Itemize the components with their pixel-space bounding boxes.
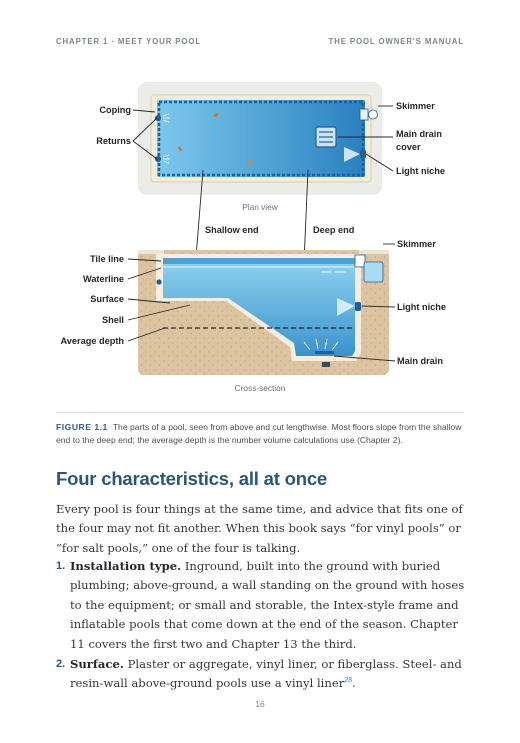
list-term: Surface. [70,657,124,672]
label-main-drain-cover-1: Main drain [396,129,442,139]
list-term: Installation type. [70,559,182,573]
list-text-end: . [352,676,356,691]
label-coping: Coping [99,105,131,115]
label-section-light-niche: Light niche [397,302,446,312]
label-tile-line: Tile line [89,254,124,264]
plan-view [96,82,445,212]
label-surface: Surface [90,294,124,304]
cross-section [61,239,446,393]
cross-section-caption: Cross-section [234,383,286,393]
running-head [56,37,464,46]
section-heading: Four characteristics, all at once [56,468,328,489]
figure-label: FIGURE 1.1 [56,422,108,432]
pool-diagram [0,70,520,400]
section-tile-band [163,258,355,264]
label-main-drain-cover-2: cover [396,142,421,152]
intro-paragraph: Every pool is four things at the same time, and advice that fits one of the four may not fit another. When this book says “for vinyl pools” or “for salt pools,” one of the four is talking. [56,502,463,555]
label-plan-light-niche: Light niche [396,166,445,176]
list-number: 1. [56,560,66,572]
chapter-title: CHAPTER 1 · MEET YOUR POOL [56,37,201,46]
label-shell: Shell [102,315,124,325]
section-return [156,279,161,284]
label-section-skimmer: Skimmer [397,239,436,249]
list-text: Inground, built into the ground with buried plumbing; above-ground, a wall standing on the ground with hoses to the equipment; or small and storable, the Intex-style frame and inflatable pools that come down at the end of the season. Chapter 11 covers the first two and Chapter 13 the third. [70,559,465,651]
plan-main-drain-cover [316,127,336,147]
list-text: Plaster or aggregate, vinyl liner, or fiberglass. Steel- and resin-wall above-ground pools use a vinyl liner [70,657,462,691]
label-plan-skimmer: Skimmer [396,101,435,111]
figure-caption [56,412,464,447]
figure-caption-text: The parts of a pool, seen from above and cut lengthwise. Most floors slope from the shallow end to the deep end; the average depth is the number volume calculations use (Chapter 2). [56,422,462,445]
book-title: THE POOL OWNER'S MANUAL [328,37,464,46]
characteristics-list [56,557,466,695]
label-shallow-end: Shallow end [205,225,259,235]
label-deep-end: Deep end [313,225,355,235]
label-main-drain: Main drain [397,356,443,366]
page-number: 16 [255,699,265,709]
section-deck-right [359,250,389,254]
label-waterline: Waterline [82,274,124,284]
label-returns: Returns [96,136,131,146]
plan-view-caption: Plan view [242,202,278,212]
footnote-ref-link[interactable]: 28 [344,677,353,685]
section-deck-left [138,250,164,254]
list-item [56,655,466,694]
list-number: 2. [56,658,66,671]
list-item [56,557,466,654]
label-average-depth: Average depth [60,336,124,346]
